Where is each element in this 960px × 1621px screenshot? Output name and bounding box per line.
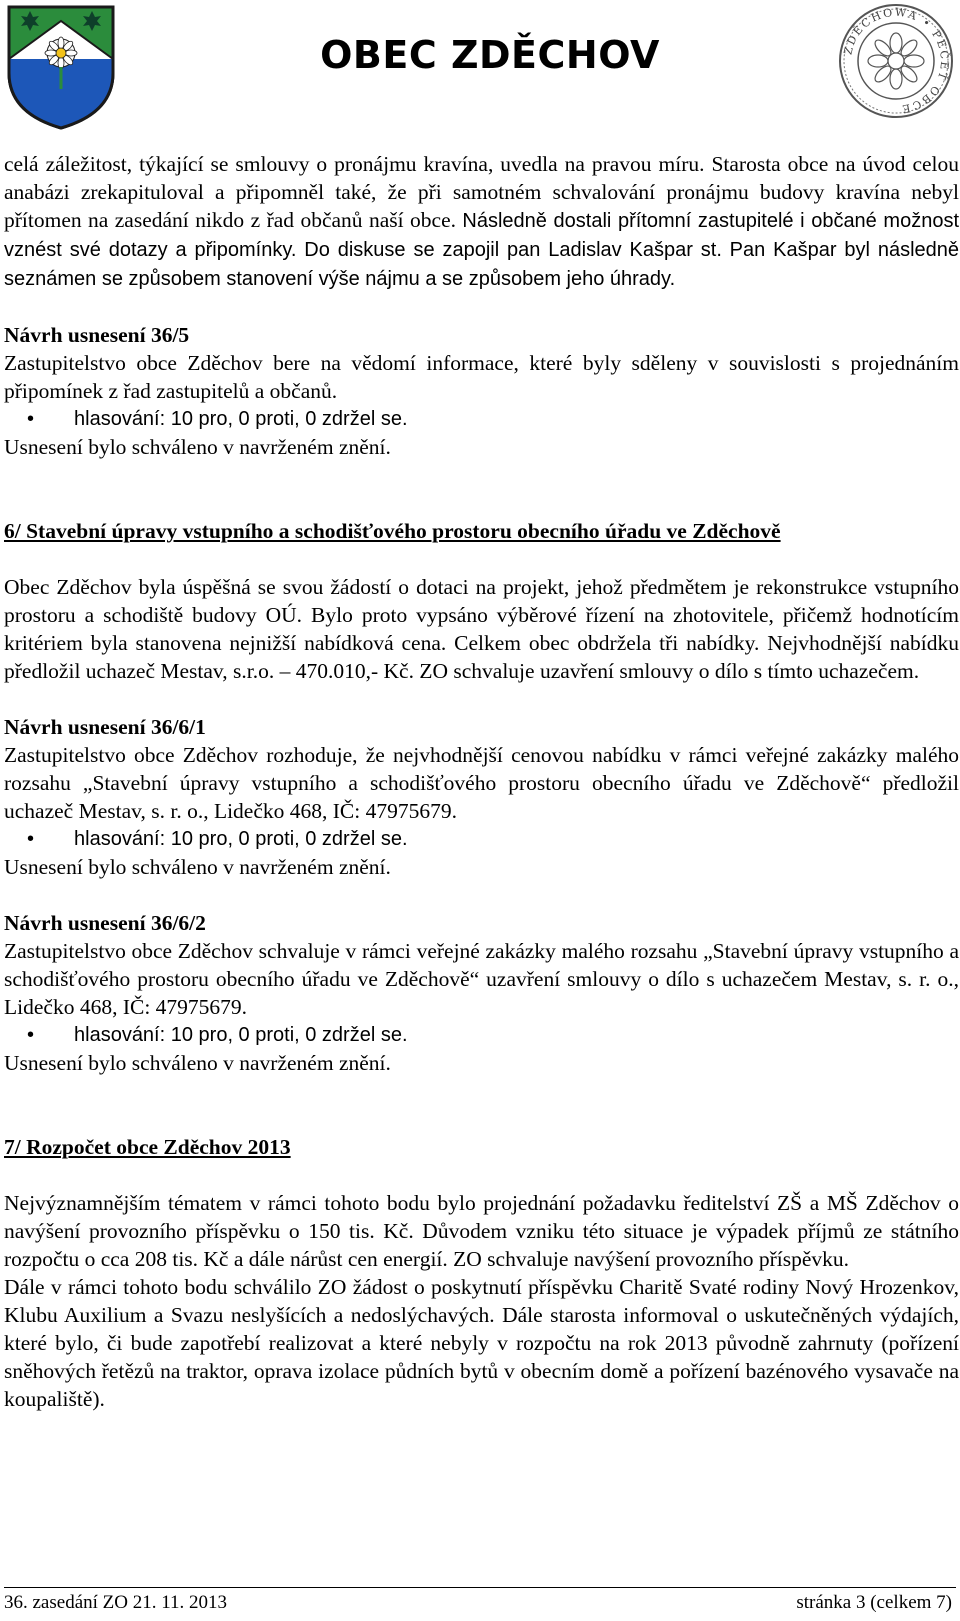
section-text-7-para2: Dále v rámci tohoto bodu schválilo ZO žádost o poskytnutí příspěvku Charitě Svaté rodiny Nový Hrozenkov, Klubu Auxilium a Svazu neslyšících a nedoslýchavých. Dále starosta informoval o uskutečněných výdajích, které bylo, či bude zapotřebí realizovat a které nebyly v rozpočtu na rok 2013 původně zahrnuty (pořízení sněhových řetězů na traktor, oprava izolace půdních bytů v obecním domě a pořízení bazénového vysavače na koupaliště). [4,1275,959,1411]
intro-text-1: celá záležitost, týkající se smlouvy o pronájmu kravína, uvedla na pravou míru. Starosta obce na úvod celou anabázi zrekapituloval a připomněl také, že při samotném schvalování pronájmu budovy kravína nebyl přítomen na zasedání nikdo z řad občanů naší obce. [4,152,959,232]
vote-36-5: • hlasování: 10 pro, 0 proti, 0 zdržel se. [4,405,959,433]
intro-text-3: Pan Kašpar byl následně seznámen se způsobem stanovení výše nájmu a se způsobem jeho úhrady. [4,239,960,290]
section-heading-6: 6/ Stavební úpravy vstupního a schodišťového prostoru obecního úřadu ve Zděchově [4,519,781,543]
resolution-heading-36-6-2: Návrh usnesení 36/6/2 [4,911,206,935]
resolution-heading-36-6-1: Návrh usnesení 36/6/1 [4,715,206,739]
vote-36-6-1: • hlasování: 10 pro, 0 proti, 0 zdržel se. [4,825,959,853]
result-36-6-1: Usnesení bylo schváleno v navrženém znění. [4,855,391,879]
resolution-text-36-6-1: Zastupitelstvo obce Zděchov rozhoduje, že nejvhodnější cenovou nabídku v rámci veřejné zakázky malého rozsahu „Stavební úpravy vstupního a schodišťového prostoru obecního úřadu ve Zděchově“ předložil uchazeč Mestav, s. r. o., Lidečko 468, IČ: 47975679. [4,743,959,823]
section-text-6: Obec Zděchov byla úspěšná se svou žádostí o dotaci na projekt, jehož předmětem je rekonstrukce vstupního prostoru a schodiště budovy OÚ. Bylo proto vypsáno výběrové řízení na zhotovitele, přičemž hodnotícím kritériem byla stanovena nejnižší nabídková cena. Celkem obec obdržela tři nabídky. Nejvhodnější nabídku předložil uchazeč Mestav, s.r.o. – 470.010,- Kč. ZO schvaluje uzavření smlouvy o dílo s tímto uchazečem. [4,575,959,683]
intro-paragraph [4,150,959,293]
footer-meeting-info: 36. zasedání ZO 21. 11. 2013 [4,1592,228,1613]
intro-text-2: Následně dostali přítomní zastupitelé i občané možnost vznést své dotazy a připomínky. Do diskuse se zapojil pan Ladislav Kašpar st. [4,210,960,261]
resolution-text-36-6-2: Zastupitelstvo obce Zděchov schvaluje v rámci veřejné zakázky malého rozsahu „Stavební úpravy vstupního a schodišťového prostoru obecního úřadu ve Zděchově“ uzavření smlouvy o dílo s uchazečem Mestav, s. r. o., Lidečko 468, IČ: 47975679. [4,939,959,1019]
resolution-heading-36-5: Návrh usnesení 36/5 [4,323,190,347]
seal-text: ZDĚCHOWA • PEČEŤ OBCE [841,5,952,116]
result-36-5: Usnesení bylo schváleno v navrženém znění. [4,435,391,459]
document-body [4,150,959,1413]
footer-divider [4,1587,956,1588]
municipal-seal-logo [836,2,956,120]
resolution-text-36-5: Zastupitelstvo obce Zděchov bere na vědomí informace, které byly sděleny v souvislosti s projednáním připomínek z řad zastupitelů a občanů. [4,351,959,403]
footer-page-number: stránka 3 (celkem 7) [796,1592,952,1613]
section-heading-7: 7/ Rozpočet obce Zděchov 2013 [4,1135,291,1159]
section-text-7-para1: Nejvýznamnějším tématem v rámci tohoto bodu bylo projednání požadavku ředitelství ZŠ a MŠ Zděchov o navýšení provozního příspěvku o 150 tis. Kč. Důvodem vzniku této situace je výpadek příjmů ze státního rozpočtu o cca 208 tis. Kč a dále nárůst cen energií. ZO schvaluje navýšení provozního příspěvku. [4,1191,959,1271]
result-36-6-2: Usnesení bylo schváleno v navrženém znění. [4,1051,391,1075]
vote-36-6-2: • hlasování: 10 pro, 0 proti, 0 zdržel se. [4,1021,959,1049]
page-title: OBEC ZDĚCHOV [320,33,660,78]
